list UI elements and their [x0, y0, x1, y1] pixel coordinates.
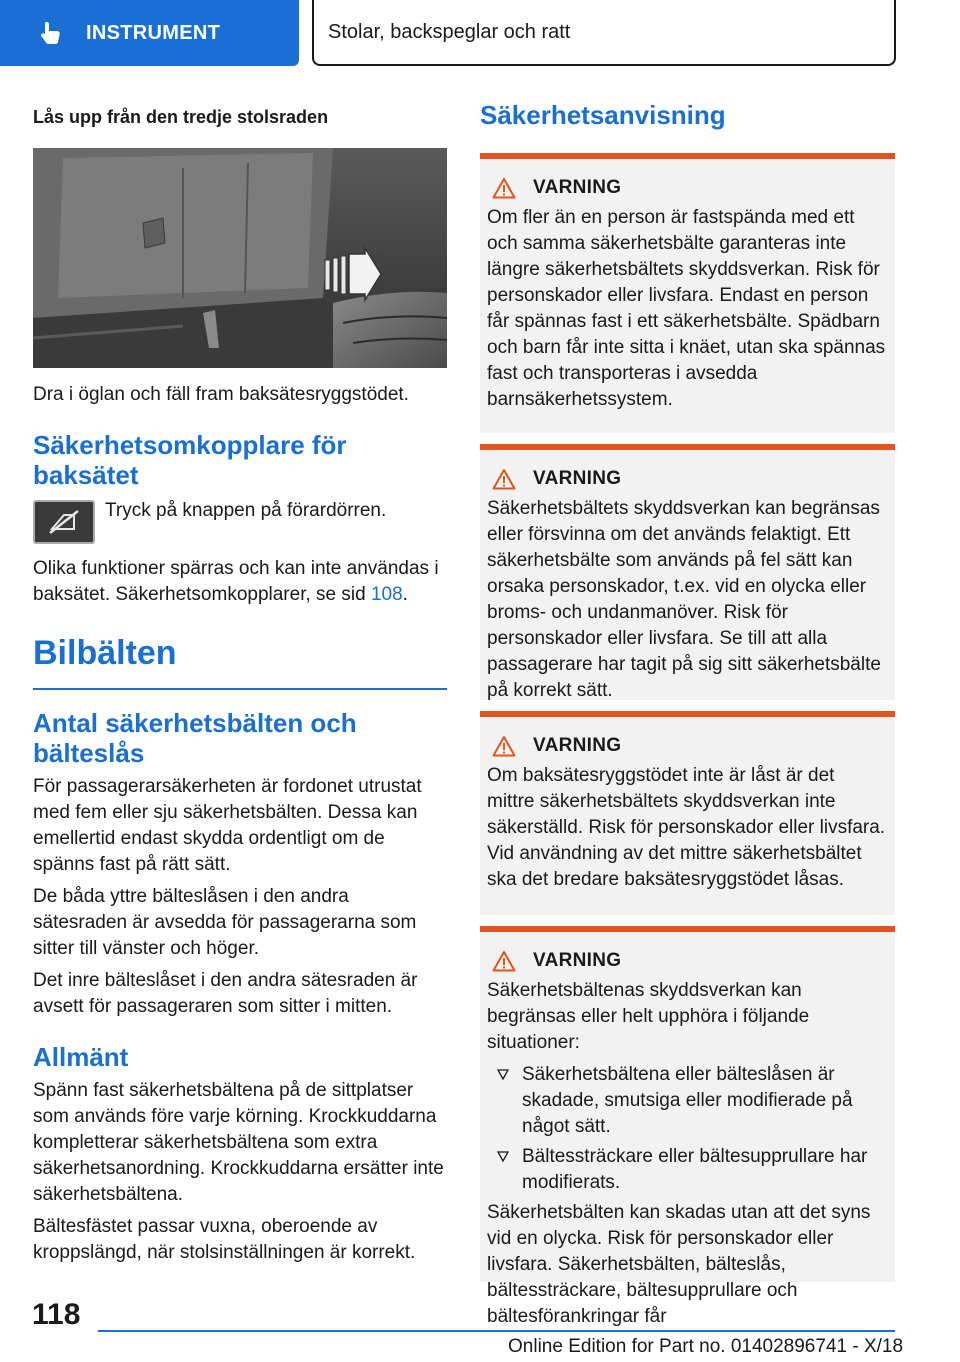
window-lock-icon	[44, 507, 84, 537]
warning-box	[480, 153, 895, 433]
warning-title: VARNING	[533, 950, 622, 971]
warning-header	[487, 731, 887, 761]
bullet-text: Säkerhetsbältena eller bälteslåsen är skadade, smutsiga eller modifierade på något sätt.	[522, 1064, 853, 1137]
safety-switch-instruction: Tryck på knappen på förardörren.	[105, 500, 387, 521]
right-column	[480, 100, 895, 1327]
warning-title: VARNING	[533, 735, 622, 756]
warning-triangle-icon	[492, 177, 516, 199]
safety-switch-row	[33, 498, 447, 544]
warning-box	[480, 926, 895, 1327]
list-item	[487, 1144, 887, 1196]
photo-caption: Dra i öglan och fäll fram baksätesryggstödet.	[33, 384, 409, 405]
triangle-bullet-icon	[497, 1069, 509, 1081]
safety-switch-heading: Säkerhetsomkopplare för baksätet	[33, 430, 347, 490]
count-section	[33, 774, 447, 1020]
warning-header	[487, 173, 887, 203]
bullet-text: Bältessträckare eller bältesupprullare har modifierats.	[522, 1146, 868, 1193]
chapter-rule	[33, 688, 447, 690]
page-link-108[interactable]: 108	[370, 584, 403, 605]
general-paragraph: Bältesfästet passar vuxna, oberoende av kroppslängd, när stolsinställningen är korrekt.	[33, 1216, 416, 1263]
warning-title: VARNING	[533, 468, 622, 489]
unlock-heading: Lås upp från den tredje stolsraden	[33, 107, 329, 127]
safety-switch-text-post: .	[402, 584, 408, 605]
list-item	[487, 1062, 887, 1140]
general-heading: Allmänt	[33, 1042, 129, 1072]
footer-rule	[98, 1330, 895, 1332]
safety-instructions-heading: Säkerhetsanvisning	[480, 100, 726, 130]
count-paragraph: De båda yttre bälteslåsen i den andra sätesraden är avsedda för passagerarna som sitter till vänster och höger.	[33, 886, 417, 959]
warning-text: Säkerhetsbältets skyddsverkan kan begränsas eller försvinna om det används felaktigt. Ett säkerhetsbälte som används på fel sätt kan orsaka personskador, t.ex. vid en olycka eller broms- och undanmanöver. Risk för personskador eller livsfara. Se till att alla passagerare har tagit på sig sitt säkerhetsbälte på korrekt sätt.	[487, 498, 881, 701]
page-number: 118	[32, 1298, 81, 1331]
count-heading: Antal säkerhetsbälten och bälteslås	[33, 708, 357, 768]
general-paragraph: Spänn fast säkerhetsbältena på de sittplatser som används före varje körning. Krockkuddarna kompletterar säkerhetsbältena som extra säkerhetsanordning. Krockkuddarna ersätter inte säkerhetsbältena.	[33, 1080, 444, 1205]
general-section	[33, 1078, 447, 1266]
safety-switch-text-pre: Olika funktioner spärras och kan inte användas i baksätet. Säkerhetsomkopplarer, se sid	[33, 558, 439, 605]
section-tab-label: INSTRUMENT	[86, 21, 221, 44]
warning-box	[480, 444, 895, 700]
safety-switch-text	[33, 556, 447, 608]
chapter-title-box	[312, 0, 896, 66]
warning-triangle-icon	[492, 735, 516, 757]
warning-box	[480, 711, 895, 915]
triangle-bullet-icon	[497, 1151, 509, 1163]
warning-title: VARNING	[533, 177, 622, 198]
footer-edition: Online Edition for Part no. 01402896741 - X/18	[508, 1336, 904, 1357]
count-paragraph: För passagerarsäkerheten är fordonet utrustat med fem eller sju säkerhetsbälten. Dessa kan emellertid endast skydda ordentligt om de spänns fast på rätt sätt.	[33, 776, 422, 875]
warning-intro: Säkerhetsbältenas skyddsverkan kan begränsas eller helt upphöra i följande situationer:	[487, 980, 810, 1053]
chapter-heading: Bilbälten	[33, 634, 177, 672]
chapter-title: Stolar, backspeglar och ratt	[328, 20, 571, 43]
left-column	[33, 104, 447, 1266]
section-tab[interactable]	[0, 0, 299, 66]
warning-triangle-icon	[492, 468, 516, 490]
count-paragraph: Det inre bälteslåset i den andra sätesraden är avsett för passageraren som sitter i mitten.	[33, 970, 418, 1017]
hand-pointer-icon	[38, 20, 64, 46]
warning-header	[487, 946, 887, 976]
warning-bullet-list	[487, 1062, 887, 1196]
warning-header	[487, 464, 887, 494]
warning-text: Om baksätesryggstödet inte är låst är det mittre säkerhetsbältets skyddsverkan inte säkerställd. Risk för personskador eller livsfara. Vid användning av det mittre säkerhetsbältet ska det bredare baksätesryggstödet låsas.	[487, 765, 886, 890]
warning-triangle-icon	[492, 950, 516, 972]
child-lock-button-image	[33, 500, 95, 544]
rear-seat-photo	[33, 148, 447, 368]
rear-seat-illustration	[33, 148, 447, 368]
warning-text: Om fler än en person är fastspända med ett och samma säkerhetsbälte garanteras inte längre säkerhetsbältets skyddsverkan. Risk för personskador eller livsfara. Endast en person får spännas fast i ett säkerhetsbälte. Spädbarn och barn får inte sitta i knäet, utan ska spännas fast och transporteras i avsedda barnsäkerhetssystem.	[487, 207, 886, 410]
warning-outro: Säkerhetsbälten kan skadas utan att det syns vid en olycka. Risk för personskador eller livsfara. Säkerhetsbälten, bälteslås, bältessträckare, bältesupprullare och bältesförankringar får	[487, 1202, 871, 1327]
